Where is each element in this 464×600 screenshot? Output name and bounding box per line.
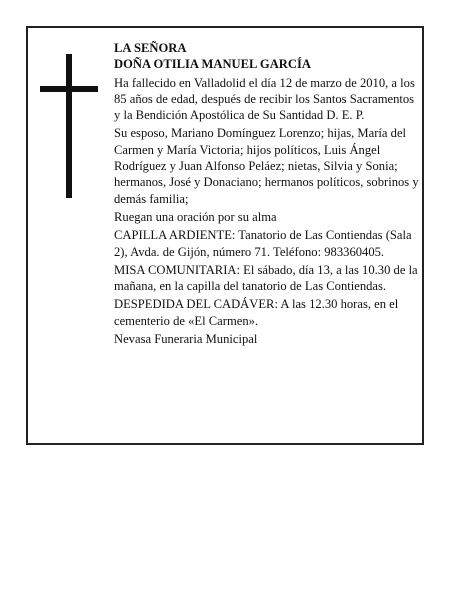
funeral-chapel-info: CAPILLA ARDIENTE: Tanatorio de Las Contiendas (Sala 2), Avda. de Gijón, número 71. Teléfono: 983360405. — [114, 228, 412, 259]
death-announcement: Ha fallecido en Valladolid el día 12 de marzo de 2010, a los 85 años de edad, después de recibir los Santos Sacramentos y la Bendición Apostólica de Su Santidad D. E. P. — [114, 75, 415, 123]
notice-heading-title: LA SEÑORA — [114, 41, 187, 55]
mass-info: MISA COMUNITARIA: El sábado, día 13, a las 10.30 de la mañana, en la capilla del tanatorio de Las Contiendas. — [114, 262, 418, 294]
family-list: Su esposo, Mariano Domínguez Lorenzo; hijas, María del Carmen y María Victoria; hijos políticos, Luis Ángel Rodríguez y Juan Alfonso Peláez; nietas, Silvia y Sonia; hermanos, José y Donaciano; hermanos políticos, sobrinos y demás familia; — [114, 126, 419, 206]
notice-body — [114, 40, 420, 349]
cross-icon — [40, 54, 98, 198]
farewell-info: DESPEDIDA DEL CADÁVER: A las 12.30 horas, en el cementerio de «El Carmen». — [114, 297, 399, 328]
cross-vertical-bar — [66, 54, 72, 198]
obituary-notice — [26, 26, 424, 445]
prayer-request: Ruegan una oración por su alma — [114, 209, 277, 224]
cross-horizontal-bar — [40, 86, 98, 92]
funeral-home-name: Nevasa Funeraria Municipal — [114, 332, 258, 347]
deceased-name: DOÑA OTILIA MANUEL GARCÍA — [114, 57, 311, 72]
